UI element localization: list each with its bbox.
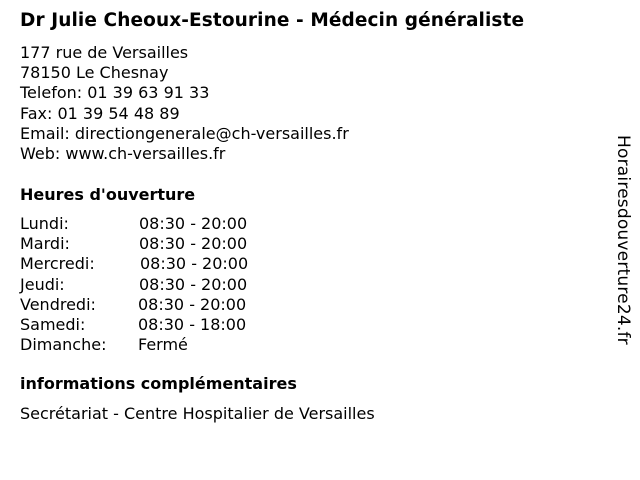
- fax-line: Fax: 01 39 54 48 89: [20, 103, 180, 123]
- email-line: Email: directiongenerale@ch-versailles.fr: [20, 123, 349, 143]
- hours-row: [20, 254, 320, 274]
- hours-value: 08:30 - 18:00: [138, 314, 247, 334]
- contact-block: [20, 43, 349, 164]
- hours-value: 08:30 - 20:00: [140, 254, 249, 274]
- day-label: Samedi:: [20, 314, 86, 334]
- web-line: Web: www.ch-versailles.fr: [20, 144, 226, 164]
- address-street: 177 rue de Versailles: [20, 43, 189, 62]
- page-title: Dr Julie Cheoux-Estourine - Médecin généraliste: [20, 10, 525, 31]
- info-heading: informations complémentaires: [20, 374, 297, 393]
- hours-value: 08:30 - 20:00: [138, 294, 247, 314]
- phone-line: Telefon: 01 39 63 91 33: [20, 83, 210, 103]
- info-text: Secrétariat - Centre Hospitalier de Versailles: [20, 404, 375, 423]
- site-watermark: Horairesdouverture24.fr: [613, 135, 633, 345]
- hours-row: [20, 214, 320, 234]
- day-label: Mardi:: [20, 234, 70, 254]
- hours-row: [20, 295, 320, 315]
- hours-row: [20, 335, 320, 355]
- address-city: 78150 Le Chesnay: [20, 63, 169, 83]
- day-label: Jeudi:: [20, 274, 65, 294]
- day-label: Vendredi:: [20, 294, 96, 314]
- hours-value: 08:30 - 20:00: [139, 234, 248, 254]
- hours-row: [20, 234, 320, 254]
- hours-row: [20, 275, 320, 295]
- hours-table: [20, 214, 320, 355]
- day-label: Mercredi:: [20, 254, 95, 274]
- hours-value: 08:30 - 20:00: [139, 274, 248, 294]
- hours-value: Fermé: [138, 335, 188, 355]
- hours-value: 08:30 - 20:00: [139, 214, 248, 233]
- day-label: Lundi:: [20, 214, 69, 233]
- hours-row: [20, 315, 320, 335]
- hours-heading: Heures d'ouverture: [20, 185, 196, 204]
- day-label: Dimanche:: [20, 335, 107, 355]
